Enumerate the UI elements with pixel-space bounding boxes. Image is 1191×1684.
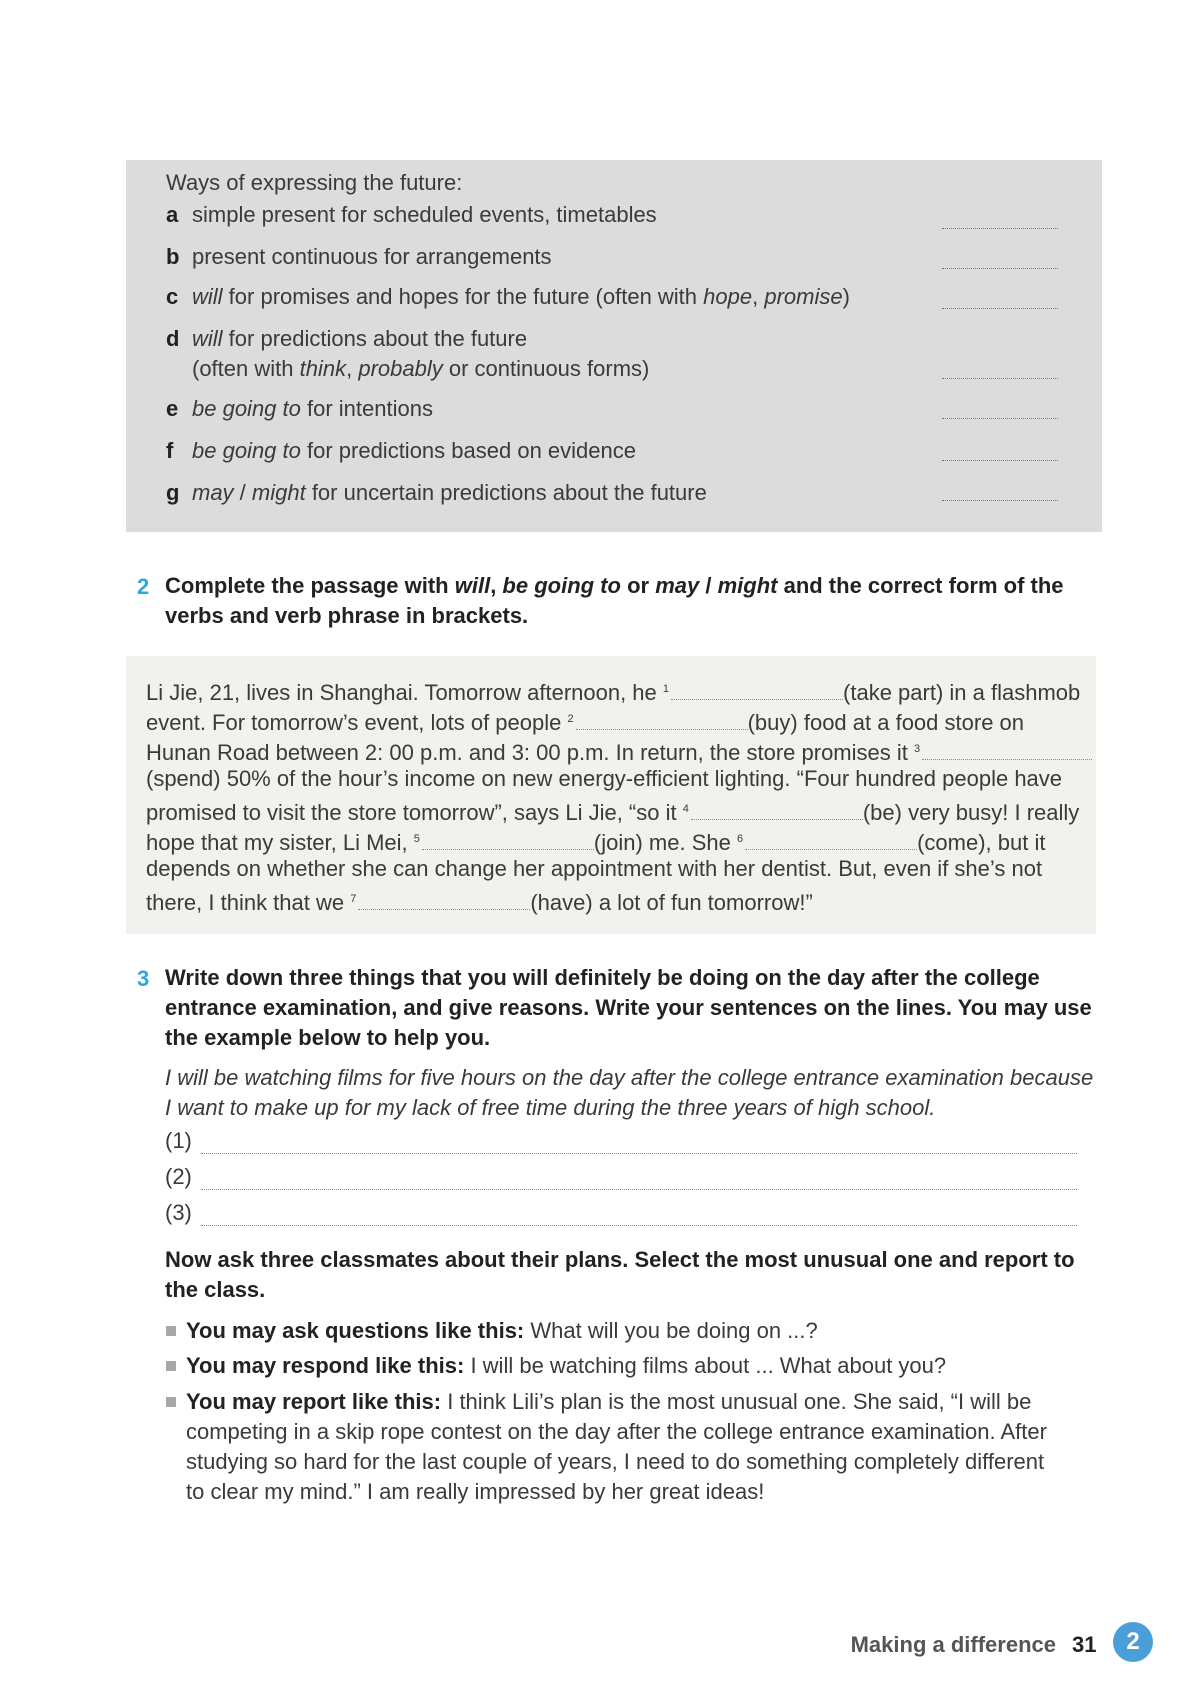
- rule-answer-blank[interactable]: [942, 268, 1058, 269]
- write-line-2-rule[interactable]: [201, 1189, 1077, 1190]
- question-2-instruction: [165, 571, 1064, 631]
- grammar-rules-box: [126, 160, 1102, 532]
- bullet-square-icon: [166, 1326, 176, 1336]
- bullet-square-icon: [166, 1361, 176, 1371]
- question-3-line-2: entrance examination, and give reasons. Write your sentences on the lines. You may use: [165, 995, 1092, 1020]
- rule-text: be going to for predictions based on evidence: [192, 438, 636, 463]
- example-line-2: I want to make up for my lack of free time during the three years of high school.: [165, 1095, 936, 1120]
- write-line-3-label: (3): [165, 1200, 192, 1225]
- question-number-2: 2: [137, 574, 150, 599]
- passage-line-4: (spend) 50% of the hour’s income on new energy-efficient lighting. “Four hundred people have: [146, 766, 1063, 791]
- question-2-line-2: verbs and verb phrase in brackets.: [165, 603, 529, 628]
- question-3-instruction: [165, 963, 1092, 1053]
- bullet-square-icon: [166, 1397, 176, 1407]
- rules-intro: Ways of expressing the future:: [166, 170, 463, 195]
- unit-badge: 2: [1113, 1622, 1153, 1662]
- rule-text: present continuous for arrangements: [192, 244, 552, 269]
- example-line-1: I will be watching films for five hours on the day after the college entrance examination because: [165, 1065, 1094, 1090]
- blank-7[interactable]: [358, 889, 530, 910]
- passage-line-8: there, I think that we $^7$ (have) a lot of fun tomorrow!”: [146, 890, 813, 915]
- footer-unit-title: Making a difference: [850, 1632, 1056, 1657]
- rule-letter: g: [166, 480, 180, 505]
- page-number: 31: [1072, 1632, 1097, 1657]
- rule-letter: d: [166, 326, 180, 351]
- followup-instruction: [165, 1245, 1075, 1305]
- question-3-line-3: the example below to help you.: [165, 1025, 491, 1050]
- rule-text: simple present for scheduled events, timetables: [192, 202, 657, 227]
- blank-3[interactable]: [922, 739, 1092, 760]
- rule-text: be going to for intentions: [192, 396, 433, 421]
- rule-answer-blank[interactable]: [942, 228, 1058, 229]
- blank-4[interactable]: [691, 799, 863, 820]
- blank-2[interactable]: [576, 709, 748, 730]
- passage-line-1: Li Jie, 21, lives in Shanghai. Tomorrow afternoon, he $^1$ (take part) in a flashmob: [146, 680, 1081, 705]
- blank-6[interactable]: [745, 829, 917, 850]
- passage-line-6: hope that my sister, Li Mei, $^5$ (join) me. She $^6$ (come), but it: [146, 830, 1046, 855]
- rule-letter: e: [166, 396, 179, 421]
- rule-text: will for promises and hopes for the future (often with hope, promise): [192, 284, 850, 309]
- rule-answer-blank[interactable]: [942, 418, 1058, 419]
- question-2-line-1: Complete the passage with will, be going to or may / might and the correct form of the: [165, 573, 1064, 598]
- write-line-2-label: (2): [165, 1164, 192, 1189]
- blank-5[interactable]: [422, 829, 594, 850]
- rule-letter: a: [166, 202, 179, 227]
- question-3-line-1: Write down three things that you will definitely be doing on the day after the college: [165, 965, 1040, 990]
- rule-answer-blank[interactable]: [942, 378, 1058, 379]
- passage-line-7: depends on whether she can change her appointment with her dentist. But, even if she’s not: [146, 856, 1043, 881]
- rule-letter: c: [166, 284, 179, 309]
- write-line-1-label: (1): [165, 1128, 192, 1153]
- question-number-3: 3: [137, 966, 150, 991]
- write-line-1-rule[interactable]: [201, 1153, 1077, 1154]
- rule-text: will for predictions about the future: [192, 326, 528, 351]
- rule-letter: f: [166, 438, 174, 463]
- rule-text: may / might for uncertain predictions about the future: [192, 480, 707, 505]
- rule-letter: b: [166, 244, 180, 269]
- rule-answer-blank[interactable]: [942, 500, 1058, 501]
- rule-answer-blank[interactable]: [942, 460, 1058, 461]
- followup-line-2: the class.: [165, 1277, 266, 1302]
- followup-line-1: Now ask three classmates about their plans. Select the most unusual one and report to: [165, 1247, 1075, 1272]
- passage-line-3: Hunan Road between 2: 00 p.m. and 3: 00 p.m. In return, the store promises it $^3$: [146, 734, 1092, 768]
- blank-1[interactable]: [671, 679, 843, 700]
- passage-box: [126, 656, 1096, 934]
- passage-line-2: event. For tomorrow’s event, lots of people $^2$ (buy) food at a food store on: [146, 710, 1025, 735]
- rule-text-continued: (often with think, probably or continuous forms): [192, 356, 650, 381]
- rule-answer-blank[interactable]: [942, 308, 1058, 309]
- passage-line-5: promised to visit the store tomorrow”, says Li Jie, “so it $^4$ (be) very busy! I really: [146, 800, 1080, 825]
- write-line-3-rule[interactable]: [201, 1225, 1077, 1226]
